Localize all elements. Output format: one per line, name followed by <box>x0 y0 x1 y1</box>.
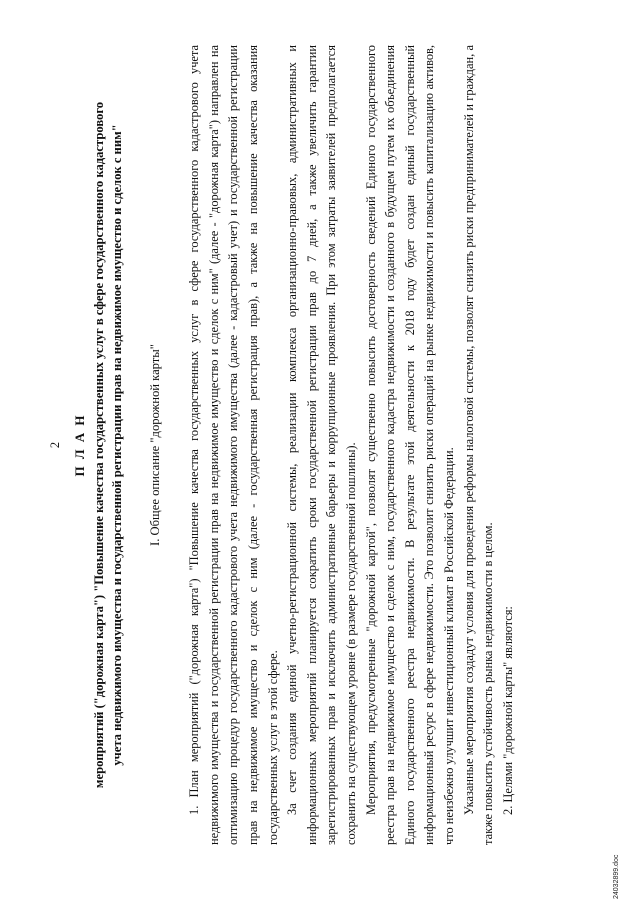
paragraph: 1. План мероприятий ("дорожная карта") "Повышение качества государственных услуг в сфере государственного кадастрового учета недвижимого имущества и государственной регистрации прав на недвижимое имущество и сделок с ним" (далее - "дорожная карта") направлен на оптимизацию процедур государственного кадастрового учета недвижимого имущества (далее - кадастровый учет) и государственной регистрации прав на недвижимое имущество и сделок с ним (далее - государственная регистрация прав), а также на повышение качества оказания государственных услуг в этой сфере. <box>187 45 280 845</box>
document-title: П Л А Н <box>72 413 87 477</box>
paragraph: За счет создания единой учетно-регистрационной системы, реализации комплекса организационно-правовых, административных и информационных мероприятий планируется сократить сроки государственной регистрации прав до 7 дней, а также увеличить гарантии зарегистрированных прав и исключить административные барьеры и коррупционные проявления. При этом затраты заявителей предполагается сохранить на существующем уровне (в размере государственной пошлины). <box>285 45 358 845</box>
paragraph: Указанные мероприятия создадут условия для проведения реформы налоговой системы, позволят снизить риски предпринимателей и граждан, а также повысить устойчивость рынка недвижимости в целом. <box>461 45 496 845</box>
paragraph: 2. Целями "дорожной карты" являются: <box>500 606 515 815</box>
section-heading: I. Общее описание "дорожной карты" <box>147 344 162 546</box>
page-number: 2 <box>48 441 62 449</box>
document-body <box>48 45 518 845</box>
footer-filename: 24032899.doc <box>613 854 620 899</box>
paragraph: Мероприятия, предусмотренные "дорожной картой", позволят существенно повысить достоверность сведений Единого государственного реестра прав на недвижимое имущество и сделок с ним, государственного кадастра недвижимости и созданного в будущем путем их объединения Единого государственного реестра недвижимости. В результате этой деятельности к 2018 году будет создан единый государственный информационный ресурс в сфере недвижимости. Это позволит снизить риски операций на рынке недвижимости и повысить капитализацию активов, что неизбежно улучшит инвестиционный климат в Российской Федерации. <box>363 45 456 845</box>
document-subtitle: мероприятий ("дорожная карта") "Повышение качества государственных услуг в сфере государственного кадастрового учета недвижимого имущества и государственной регистрации прав на недвижимое имущество и сделок с ним" <box>91 101 124 789</box>
